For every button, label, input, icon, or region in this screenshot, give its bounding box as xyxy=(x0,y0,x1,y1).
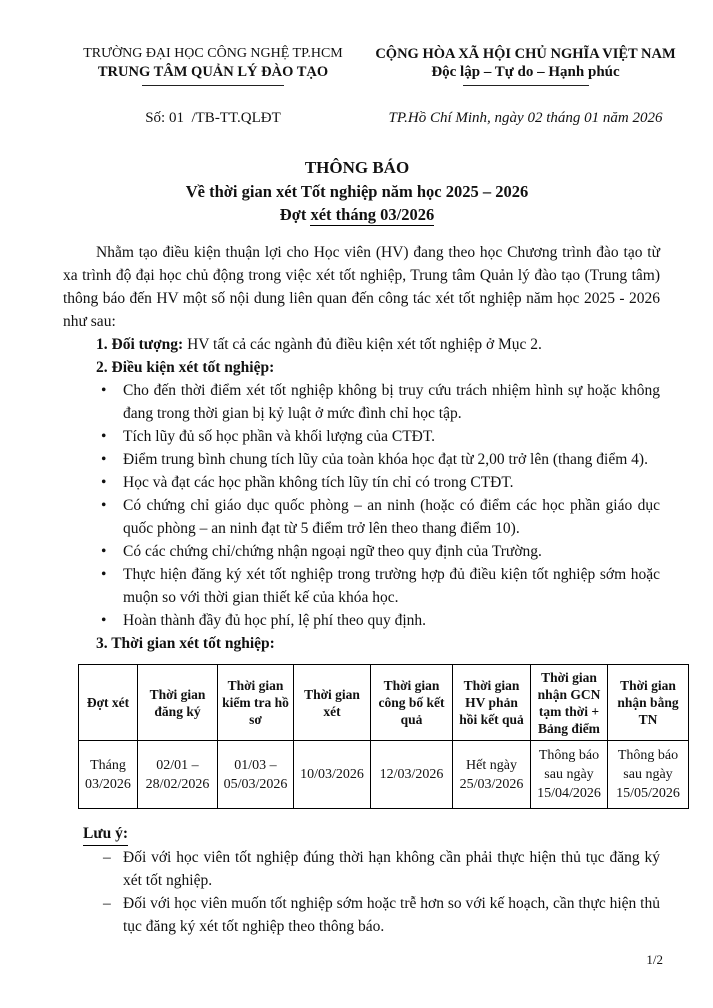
republic-motto-line1: CỘNG HÒA XÃ HỘI CHỦ NGHĨA VIỆT NAM xyxy=(375,46,676,62)
title-line3 xyxy=(63,203,651,226)
section-1-text: HV tất cả các ngành đủ điều kiện xét tốt nghiệp ở Mục 2. xyxy=(187,336,542,354)
section-1-label: 1. Đối tượng: xyxy=(96,336,184,354)
table-cell: 10/03/2026 xyxy=(294,741,371,809)
table-cell: 01/03 – 05/03/2026 xyxy=(218,741,294,809)
place-and-date: TP.Hồ Chí Minh, ngày 02 tháng 01 năm 2026 xyxy=(388,110,663,127)
document-body xyxy=(63,241,680,938)
col-header: Thời gian HV phản hồi kết quả xyxy=(453,665,531,741)
list-item: • Có chứng chỉ giáo dục quốc phòng – an ninh (hoặc có điểm các học phần giáo dục quốc phòng – an ninh đạt từ 5 điểm trở lên theo thang điểm 10). xyxy=(63,494,660,540)
list-item: • Tích lũy đủ số học phần và khối lượng của CTĐT. xyxy=(63,425,660,448)
title-line3-underlined: xét tháng 03/2026 xyxy=(310,205,435,225)
section-1-line xyxy=(63,333,660,356)
list-item: • Học và đạt các học phần không tích lũy tín chỉ có trong CTĐT. xyxy=(63,471,660,494)
org-name-line2: TRUNG TÂM QUẢN LÝ ĐÀO TẠO xyxy=(97,64,329,80)
list-item: – Đối với học viên tốt nghiệp đúng thời hạn không cần phải thực hiện thủ tục đăng ký xét tốt nghiệp. xyxy=(63,846,660,892)
number-date-row xyxy=(63,110,688,127)
republic-underline-rule xyxy=(463,85,589,86)
notes-heading: Lưu ý: xyxy=(63,822,660,846)
col-header: Thời gian nhận bằng TN xyxy=(608,665,689,741)
list-item: • Có các chứng chỉ/chứng nhận ngoại ngữ theo quy định của Trường. xyxy=(63,540,660,563)
table-cell: 02/01 – 28/02/2026 xyxy=(138,741,218,809)
col-header: Thời gian kiểm tra hồ sơ xyxy=(218,665,294,741)
issuing-org-block xyxy=(63,45,363,86)
title-line2: Về thời gian xét Tốt nghiệp năm học 2025 – 2026 xyxy=(185,182,529,202)
table-cell: 12/03/2026 xyxy=(371,741,453,809)
org-underline-rule xyxy=(142,85,284,86)
document-header xyxy=(63,45,688,86)
page-number: 1/2 xyxy=(646,952,663,967)
col-header: Đợt xét xyxy=(79,665,138,741)
list-item: – Đối với học viên muốn tốt nghiệp sớm hoặc trễ hơn so với kế hoạch, cần thực hiện thủ tục đăng ký xét tốt nghiệp theo thông báo. xyxy=(63,892,660,938)
notes-list xyxy=(63,846,660,938)
org-name-line1: TRƯỜNG ĐẠI HỌC CÔNG NGHỆ TP.HCM xyxy=(83,46,343,61)
col-header: Thời gian đăng ký xyxy=(138,665,218,741)
list-item: • Hoàn thành đầy đủ học phí, lệ phí theo quy định. xyxy=(63,609,660,632)
col-header: Thời gian xét xyxy=(294,665,371,741)
list-item: • Điểm trung bình chung tích lũy của toàn khóa học đạt từ 2,00 trở lên (thang điểm 4). xyxy=(63,448,660,471)
col-header: Thời gian nhận GCN tạm thời + Bảng điểm xyxy=(531,665,608,741)
table-cell: Thông báo sau ngày 15/05/2026 xyxy=(608,741,689,809)
intro-paragraph: Nhằm tạo điều kiện thuận lợi cho Học viên (HV) đang theo học Chương trình đào tạo từ xa trình độ đại học chủ động trong việc xét tốt nghiệp, Trung tâm Quản lý đào tạo (Trung tâm) thông báo đến HV một số nội dung liên quan đến công tác xét tốt nghiệp năm học 2025 - 2026 như sau: xyxy=(63,244,660,331)
section-3-heading: 3. Thời gian xét tốt nghiệp: xyxy=(96,635,275,653)
col-header: Thời gian công bố kết quả xyxy=(371,665,453,741)
document-number: Số: 01 /TB-TT.QLĐT xyxy=(145,110,281,127)
list-item: • Cho đến thời điểm xét tốt nghiệp không bị truy cứu trách nhiệm hình sự hoặc không đang trong thời gian bị kỷ luật ở mức đình chỉ học tập. xyxy=(63,379,660,425)
title-line1: THÔNG BÁO xyxy=(304,158,410,178)
conditions-bullet-list xyxy=(63,379,660,632)
republic-block xyxy=(363,45,688,86)
table-header-row xyxy=(79,665,689,741)
section-2-heading: 2. Điều kiện xét tốt nghiệp: xyxy=(96,359,275,377)
list-item: • Thực hiện đăng ký xét tốt nghiệp trong trường hợp đủ điều kiện tốt nghiệp sớm hoặc muộn so với thời gian thiết kế của khóa học. xyxy=(63,563,660,609)
graduation-schedule-table xyxy=(78,664,689,809)
table-cell: Thông báo sau ngày 15/04/2026 xyxy=(531,741,608,809)
table-cell: Hết ngày 25/03/2026 xyxy=(453,741,531,809)
document-title-block xyxy=(63,155,651,226)
republic-motto-line2: Độc lập – Tự do – Hạnh phúc xyxy=(431,64,620,80)
title-line3-prefix: Đợt xyxy=(279,205,311,225)
table-row xyxy=(79,741,689,809)
table-cell: Tháng 03/2026 xyxy=(79,741,138,809)
